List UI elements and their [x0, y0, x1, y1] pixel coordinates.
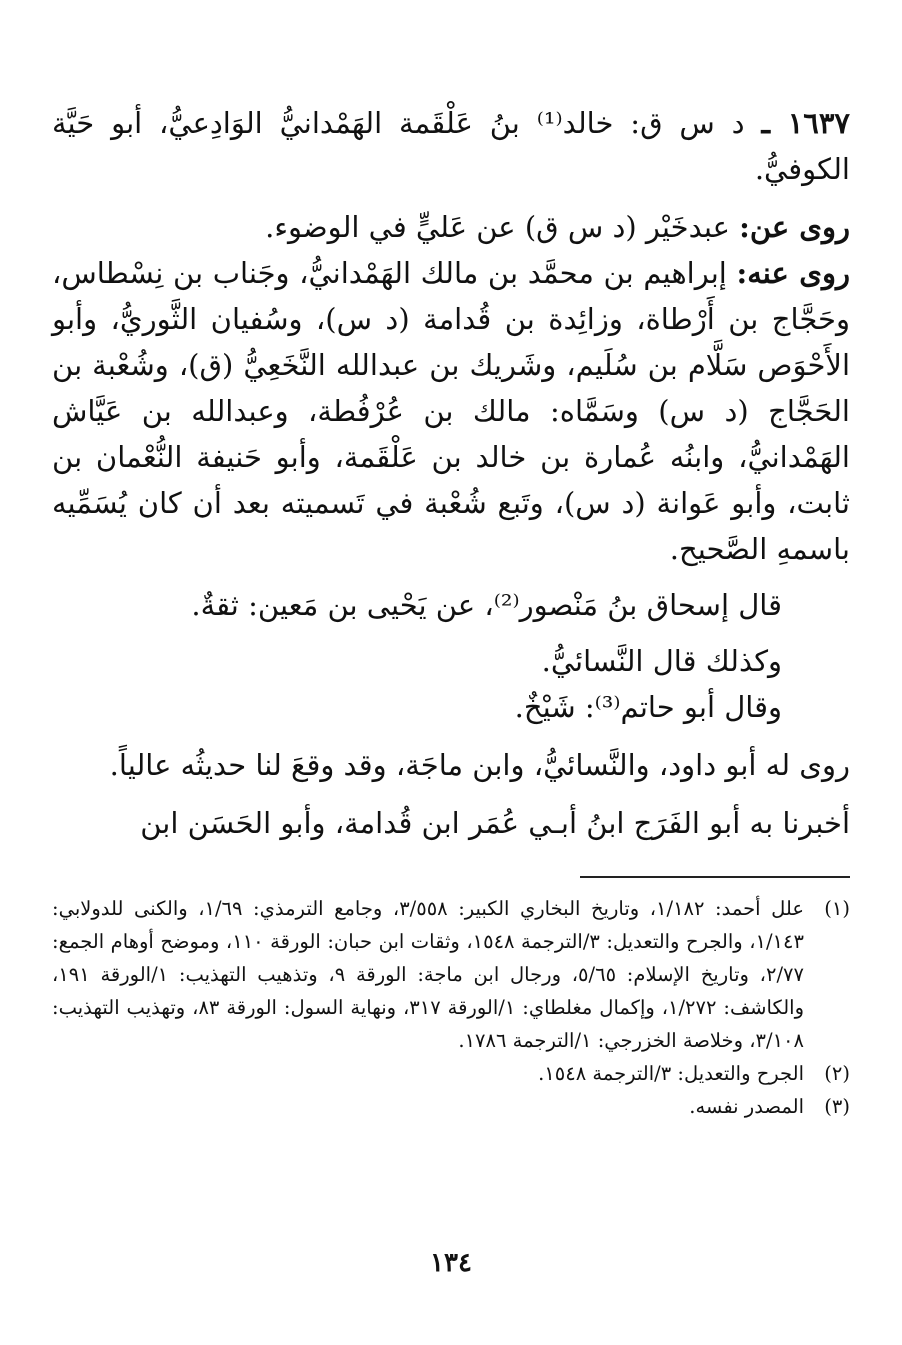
narrated-by-paragraph	[52, 250, 850, 572]
footnote-3	[52, 1090, 850, 1123]
statement-ibn-maeen: قال إسحاق بنُ مَنْصور⁽²⁾، عن يَحْيى بن مَعين: ثقةٌ.	[191, 588, 782, 622]
entry-number: ١٦٣٧ ـ	[761, 106, 851, 140]
main-text	[52, 100, 850, 846]
footnote-2	[52, 1057, 850, 1090]
page-number: ١٣٤	[430, 1248, 472, 1278]
transmitted-by-paragraph: روى له أبو داود، والنَّسائيُّ، وابن ماجَة، وقد وقعَ لنا حديثُه عالياً.	[109, 748, 850, 782]
statement-abu-hatim: وقال أبو حاتم⁽³⁾: شَيْخٌ.	[514, 690, 782, 724]
narrated-from-paragraph	[52, 204, 850, 250]
footnote-mark: (٢)	[824, 1062, 850, 1085]
footnote-1	[52, 892, 850, 1057]
footnote-text: علل أحمد: ١/١٨٢، وتاريخ البخاري الكبير: ٣/٥٥٨، وجامع الترمذي: ١/٦٩، والكنى للدولابي: ١/١٤٣، والجرح والتعديل: ٣/الترجمة ١٥٤٨، وثقات ابن حبان: الورقة ١١٠، وموضح أوهام الجمع: ٢/٧٧، وتاريخ الإسلام: ٥/٦٥، ورجال ابن ماجة: الورقة ٩، وتذهيب التهذيب: ١/الورقة ١٩١، والكاشف: ١/٢٧٢، وإكمال مغلطاي: ١/الورقة ٣١٧، ونهاية السول: الورقة ٨٣، وتهذيب التهذيب: ٣/١٠٨، وخلاصة الخزرجي: ١/الترجمة ١٧٨٦.	[52, 897, 805, 1052]
footnote-separator	[580, 876, 850, 878]
entry-heading	[52, 100, 850, 192]
footnote-mark: (١)	[824, 897, 850, 920]
informed-us-paragraph: أخبرنا به أبو الفَرَج ابنُ أبـي عُمَر ابن قُدامة، وأبو الحَسَن ابن	[140, 806, 850, 840]
footnote-mark: (٣)	[824, 1095, 850, 1118]
footnote-text: الجرح والتعديل: ٣/الترجمة ١٥٤٨.	[538, 1062, 804, 1085]
narrated-by-label: روى عنه:	[736, 256, 850, 290]
narrated-by-text: إبراهيم بن محمَّد بن مالك الهَمْدانيُّ، وجَناب بن نِسْطاس، وحَجَّاج بن أَرْطاة، وزائِدة بن قُدامة (د س)، وسُفيان الثَّوريُّ، وأبو الأَحْوَص سَلَّام بن سُلَيم، وشَريك بن عبدالله النَّخَعِيُّ (ق)، وشُعْبة بن الحَجَّاج (د س) وسَمَّاه: مالك بن عُرْفُطة، وعبدالله بن عَيَّاش الهَمْدانيُّ، وابنُه عُمارة بن خالد بن عَلْقَمة، وأبو حَنيفة النُّعْمان بن ثابت، وأبو عَوانة (د س)، وتَبع شُعْبة في تَسميته بعد أن كان يُسَمِّيه باسمهِ الصَّحيح.	[52, 256, 850, 566]
statement-nasai: وكذلك قال النَّسائيُّ.	[541, 644, 782, 678]
narrated-from-label: روى عن:	[739, 210, 850, 244]
entry-title: د س ق: خالد⁽¹⁾ بنُ عَلْقَمة الهَمْدانيُّ الوَادِعيُّ، أبو حَيَّة الكوفيُّ.	[52, 106, 850, 186]
footnote-text: المصدر نفسه.	[689, 1095, 804, 1118]
footnotes	[52, 892, 850, 1123]
narrated-from-text: عبدخَيْر (د س ق) عن عَليٍّ في الوضوء.	[265, 210, 730, 244]
